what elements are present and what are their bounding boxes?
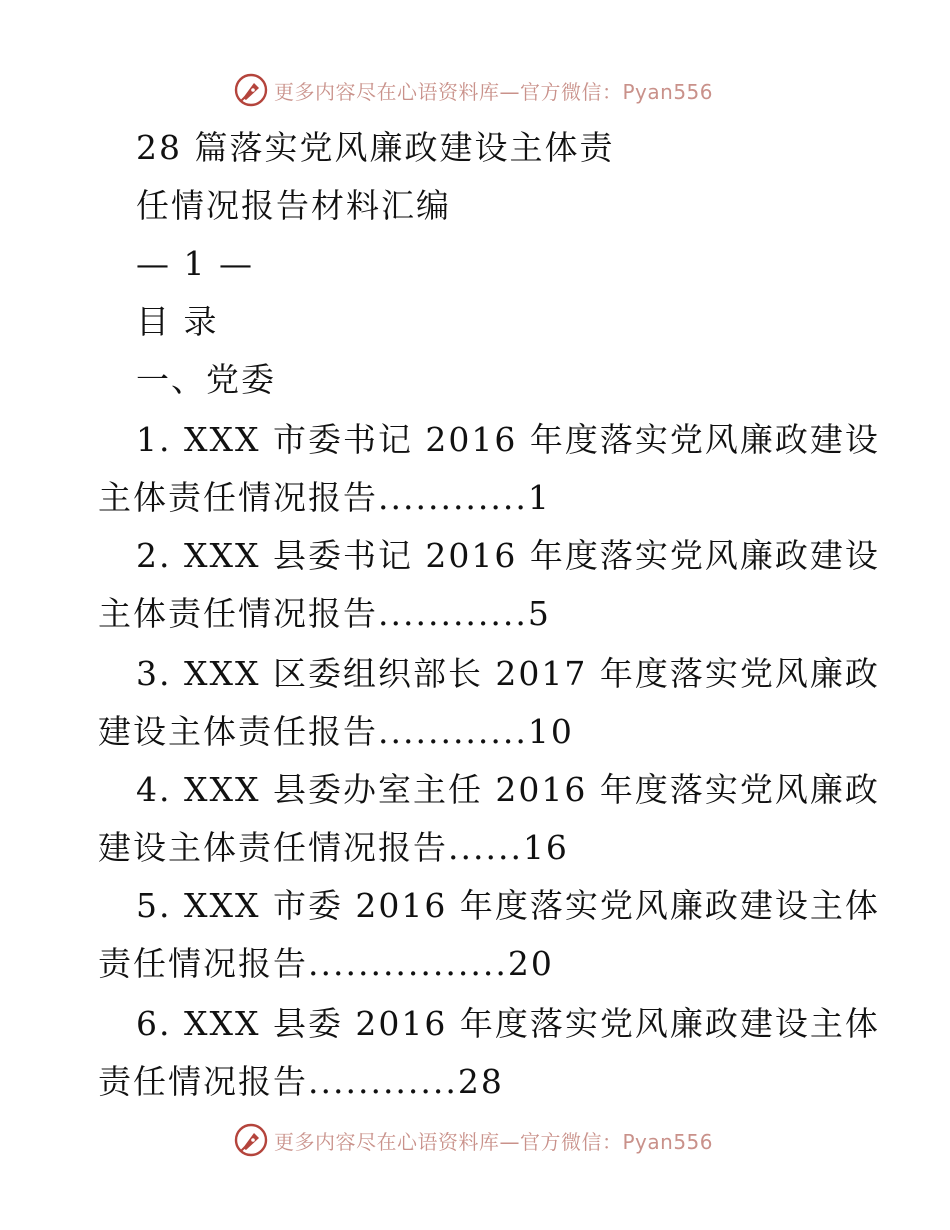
toc-entry-6-line-2: 责任情况报告............28 (98, 1062, 504, 1101)
pen-nib-logo-icon (234, 73, 268, 107)
pen-nib-logo-icon (234, 1123, 268, 1157)
toc-entry-4-line-2: 建设主体责任情况报告......16 (98, 828, 569, 867)
toc-entry-2-line-2: 主体责任情况报告............5 (98, 594, 551, 633)
toc-entry-1-line-2: 主体责任情况报告............1 (98, 478, 551, 517)
toc-entry-3-line-1: 3. XXX 区委组织部长 2017 年度落实党风廉政 (136, 654, 880, 693)
section-heading: 一、党委 (136, 360, 276, 399)
toc-entry-1-line-1: 1. XXX 市委书记 2016 年度落实党风廉政建设 (136, 420, 880, 459)
page-marker: — 1 — (136, 244, 254, 283)
document-title-line-2: 任情况报告材料汇编 (136, 186, 451, 225)
toc-entry-5-line-2: 责任情况报告................20 (98, 944, 554, 983)
document-title-line-1: 28 篇落实党风廉政建设主体责 (136, 128, 615, 167)
toc-entry-3-line-2: 建设主体责任报告............10 (98, 712, 574, 751)
toc-entry-5-line-1: 5. XXX 市委 2016 年度落实党风廉政建设主体 (136, 886, 880, 925)
header-watermark-banner (234, 72, 713, 108)
toc-entry-4-line-1: 4. XXX 县委办室主任 2016 年度落实党风廉政 (136, 770, 880, 809)
toc-heading: 目 录 (136, 302, 219, 341)
footer-watermark-banner (234, 1122, 713, 1158)
watermark-text: 更多内容尽在心语资料库—官方微信：Pyan556 (274, 1129, 714, 1154)
toc-entry-2-line-1: 2. XXX 县委书记 2016 年度落实党风廉政建设 (136, 536, 880, 575)
toc-entry-6-line-1: 6. XXX 县委 2016 年度落实党风廉政建设主体 (136, 1004, 880, 1043)
watermark-text: 更多内容尽在心语资料库—官方微信：Pyan556 (274, 79, 714, 104)
